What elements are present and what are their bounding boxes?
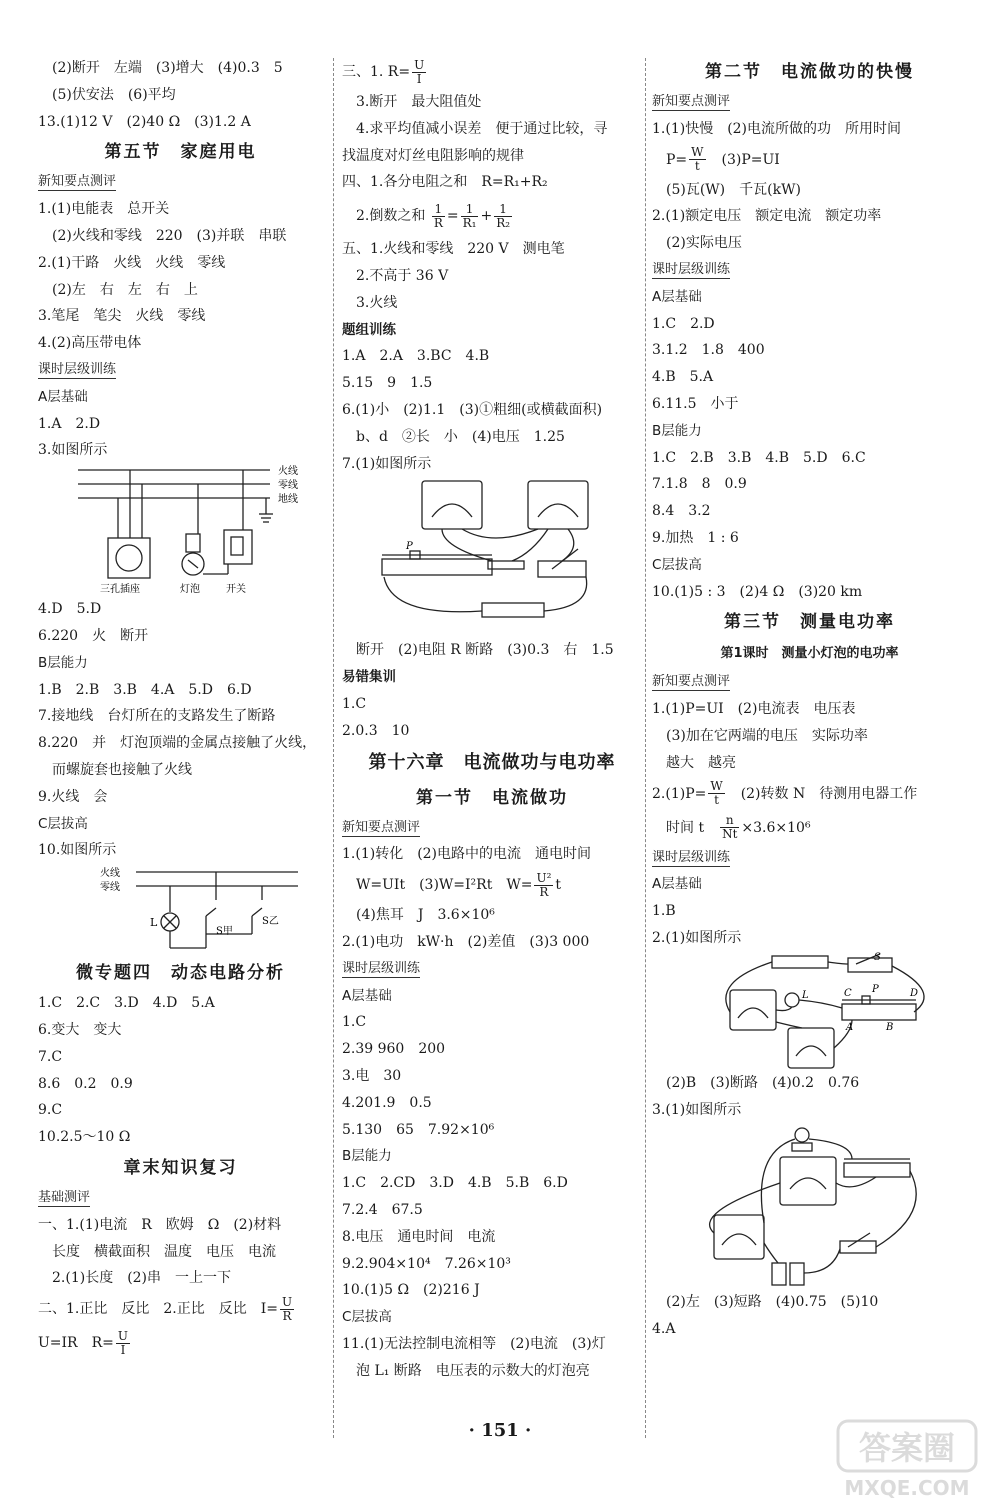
answer-line: 1.C [342, 695, 367, 712]
answer-line: 9.火线 会 [38, 788, 108, 805]
answer-line: 长度 横截面积 温度 电压 电流 [52, 1243, 276, 1260]
section-tag: 新知要点测评 [342, 819, 421, 835]
label-b: B [886, 1021, 894, 1033]
answer-line: 泡 L₁ 断路 电压表的示数大的灯泡亮 [356, 1362, 590, 1379]
answer-line: 4.D 5.D [38, 601, 102, 618]
level-heading: B层能力 [38, 654, 88, 671]
answer-line: 3.1.2 1.8 400 [652, 342, 765, 359]
level-heading: A层基础 [38, 388, 88, 405]
answer-line: 8.电压 通电时间 电流 [342, 1228, 496, 1245]
answer-line: 6.变大 变大 [38, 1021, 122, 1038]
answer-line: 2.39 960 200 [342, 1041, 446, 1058]
section-tag: 基础测评 [38, 1189, 91, 1205]
answer-line: 7.(1)如图所示 [342, 455, 432, 472]
answer-line: 9.C [38, 1102, 63, 1119]
answer-line: 二、1.正比 反比 2.正比 反比 I= $\frac{U}{R}$ [38, 1294, 293, 1323]
answer-line: 五、1.火线和零线 220 V 测电笔 [342, 241, 565, 258]
answer-line: 6.11.5 小于 [652, 395, 739, 412]
label-bulb: 灯泡 [180, 584, 200, 596]
answer-line: 3.笔尾 笔尖 火线 零线 [38, 308, 206, 325]
answer-line: 1.C 2.D [652, 315, 715, 332]
column-2 [342, 55, 642, 1384]
circuit-photo-1 [342, 477, 642, 637]
answer-line: 3.(1)如图所示 [652, 1101, 742, 1118]
answer-line: 2.倒数之和 $\frac{1}{R}$ = $\frac{1}{\text{R₁}}$ + $\frac{1}{\text{R₂}}$ [356, 201, 511, 230]
label-ground: 地线 [278, 494, 298, 506]
answer-line: 3.电 30 [342, 1067, 402, 1084]
level-heading: C层拔高 [342, 1309, 392, 1326]
column-1 [38, 55, 323, 1360]
answer-line: 4.A [652, 1321, 676, 1338]
answer-line: 5.15 9 1.5 [342, 375, 433, 392]
answer-line: 13.(1)12 V (2)40 Ω (3)1.2 A [38, 113, 251, 130]
answer-line: 5.130 65 7.92×10⁶ [342, 1121, 495, 1138]
answer-line: 10.(1)5 : 3 (2)4 Ω (3)20 km [652, 583, 863, 600]
answer-line: (5)瓦(W) 千瓦(kW) [666, 181, 801, 198]
answer-line: 11.(1)无法控制电流相等 (2)电流 (3)灯 [342, 1335, 606, 1352]
answer-line: 1.(1)P=UI (2)电流表 电压表 [652, 701, 856, 718]
answer-line: 1.(1)快慢 (2)电流所做的功 所用时间 [652, 120, 902, 137]
level-heading: B层能力 [652, 422, 702, 439]
answer-line: 10.如图所示 [38, 842, 117, 859]
label-switch: 开关 [226, 584, 246, 596]
section-tag: 课时层级训练 [652, 261, 731, 277]
answer-line: 10.2.5～10 Ω [38, 1129, 131, 1146]
answer-line: (2)火线和零线 220 (3)并联 串联 [52, 227, 287, 244]
label-neutral: 零线 [100, 882, 120, 894]
watermark-top: 答案圈 [858, 1429, 956, 1467]
section-tag: 课时层级训练 [38, 361, 117, 377]
answer-line: (2)B (3)断路 (4)0.2 0.76 [666, 1074, 860, 1091]
level-heading: C层拔高 [652, 556, 702, 573]
answer-line: 9.2.904×10⁴ 7.26×10³ [342, 1255, 511, 1272]
page-number: · 151 · [468, 1420, 532, 1441]
label-slider: P [406, 541, 413, 553]
answer-line: 三、1. R= $\frac{U}{I}$ [342, 57, 425, 86]
label-switch-b: S乙 [262, 916, 279, 928]
answer-line: 3.如图所示 [38, 442, 108, 459]
lesson-title: 第1课时 测量小灯泡的电功率 [720, 646, 899, 662]
answer-line: 8.4 3.2 [652, 503, 711, 520]
answer-line: P= $\frac{W}{t}$ (3)P=UI [666, 145, 780, 174]
section-title: 微专题四 动态电路分析 [76, 963, 285, 984]
answer-line: 8.220 并 灯泡顶端的金属点接触了火线， [38, 735, 317, 752]
answer-line: 1.C 2.B 3.B 4.B 5.D 6.C [652, 449, 866, 466]
answer-line: (2)左 (3)短路 (4)0.75 (5)10 [666, 1294, 879, 1311]
answer-line: (2)实际电压 [666, 235, 742, 252]
drill-heading: 题组训练 [342, 321, 396, 338]
circuit-photo-3 [652, 1123, 967, 1289]
answer-line: 1.A 2.A 3.BC 4.B [342, 348, 490, 365]
answer-line: U=IR R= $\frac{U}{I}$ [38, 1328, 128, 1357]
answer-line: (4)焦耳 J 3.6×10⁶ [356, 907, 495, 924]
section-tag: 新知要点测评 [652, 674, 731, 690]
label-lamp: L [802, 989, 809, 1001]
answer-line: 1.B 2.B 3.B 4.A 5.D 6.D [38, 681, 252, 698]
level-heading: A层基础 [652, 288, 702, 305]
chapter-title: 第十六章 电流做功与电功率 [368, 751, 616, 773]
answer-line: 4.B 5.A [652, 369, 714, 386]
answer-line: 一、1.(1)电流 R 欧姆 Ω (2)材料 [38, 1216, 282, 1233]
answer-line: 1.C 2.CD 3.D 4.B 5.B 6.D [342, 1175, 568, 1192]
answer-line: 2.(1)电功 kW·h (2)差值 (3)3 000 [342, 933, 590, 950]
answer-line: 2.(1)额定电压 额定电流 额定功率 [652, 208, 882, 225]
answer-line: 1.B [652, 903, 676, 920]
answer-line: 找温度对灯丝电阻影响的规律 [342, 147, 524, 164]
answer-line: (3)加在它两端的电压 实际功率 [666, 727, 868, 744]
watermark-bottom: MXQE.COM [844, 1476, 970, 1500]
answer-line: 7.C [38, 1048, 63, 1065]
wiring-diagram-1 [38, 464, 323, 596]
answer-line: 3.断开 最大阻值处 [356, 94, 482, 110]
answer-line: 2.不高于 36 V [356, 267, 449, 284]
answer-line: (2)断开 左端 (3)增大 (4)0.3 5 [52, 60, 283, 76]
answer-line: 四、1.各分电阻之和 R=R₁+R₂ [342, 174, 548, 191]
section-tag: 新知要点测评 [652, 94, 731, 109]
label-live: 火线 [278, 466, 298, 478]
label-p: P [872, 983, 879, 995]
section-title: 章末知识复习 [123, 1157, 238, 1178]
answer-line: 2.(1)长度 (2)串 一上一下 [52, 1270, 232, 1287]
section-tag: 课时层级训练 [342, 960, 421, 976]
answer-line: 7.2.4 67.5 [342, 1201, 423, 1218]
answer-line: 2.(1)干路 火线 火线 零线 [38, 254, 226, 271]
answer-line: 越大 越亮 [666, 754, 736, 771]
label-live: 火线 [100, 868, 120, 880]
answer-line: b、d ②长 小 (4)电压 1.25 [356, 428, 565, 445]
answer-line: 1.C 2.C 3.D 4.D 5.A [38, 995, 215, 1012]
answer-line: 7.接地线 台灯所在的支路发生了断路 [38, 708, 276, 725]
section-title: 第五节 家庭用电 [104, 142, 257, 163]
level-heading: A层基础 [342, 987, 392, 1004]
level-heading: B层能力 [342, 1148, 392, 1165]
answer-line: 10.(1)5 Ω (2)216 J [342, 1282, 480, 1299]
answer-line: (5)伏安法 (6)平均 [52, 86, 176, 103]
answer-line: 4.求平均值减小误差 便于通过比较，寻 [356, 120, 608, 137]
wiring-diagram-2 [38, 864, 323, 956]
answer-line: 而螺旋套也接触了火线 [52, 761, 192, 778]
drill-heading: 易错集训 [342, 669, 396, 686]
watermark-logo [832, 1417, 982, 1501]
answer-line: 4.(2)高压带电体 [38, 335, 142, 352]
answer-line: 6.(1)小 (2)1.1 (3)①粗细(或横截面积) [342, 401, 603, 418]
answer-line: (2)左 右 左 右 上 [52, 281, 198, 298]
answer-line: 2.(1)P= $\frac{W}{t}$ (2)转数 N 待测用电器工作 [652, 779, 918, 808]
answer-line: 1.A 2.D [38, 415, 101, 432]
section-title: 第一节 电流做功 [416, 787, 568, 808]
section-tag: 课时层级训练 [652, 849, 731, 865]
label-neutral: 零线 [278, 480, 298, 492]
answer-line: 6.220 火 断开 [38, 627, 149, 644]
section-title: 第二节 电流做功的快慢 [705, 62, 914, 82]
level-heading: A层基础 [652, 876, 702, 893]
section-tag: 新知要点测评 [38, 174, 117, 190]
label-switch-a: S甲 [216, 926, 233, 938]
label-c: C [844, 987, 852, 999]
circuit-photo-2 [652, 952, 967, 1070]
column-3 [652, 55, 967, 1343]
answer-line: 3.火线 [356, 294, 398, 311]
label-a: A [846, 1021, 854, 1033]
label-switch: S [874, 951, 881, 963]
answer-line: 9.加热 1 : 6 [652, 529, 739, 546]
answer-line: 1.(1)转化 (2)电路中的电流 通电时间 [342, 846, 592, 863]
answer-line: 2.0.3 10 [342, 722, 410, 739]
answer-line: 时间 t $\frac{n}{Nt}$ ×3.6×10⁶ [666, 813, 811, 842]
answer-line: W=UIt (3)W=I²Rt W= $\frac{\text{U²}}{R}$ t [356, 870, 562, 899]
label-lamp: L [150, 916, 158, 930]
label-d: D [910, 987, 919, 999]
answer-line: 1.(1)电能表 总开关 [38, 201, 170, 218]
level-heading: C层拔高 [38, 815, 88, 832]
label-socket: 三孔插座 [100, 584, 140, 596]
answer-line: 7.1.8 8 0.9 [652, 476, 747, 493]
answer-line: 1.C [342, 1014, 367, 1031]
answer-line: 断开 (2)电阻 R 断路 (3)0.3 右 1.5 [356, 642, 614, 659]
answer-line: 2.(1)如图所示 [652, 929, 742, 946]
answer-line: 4.201.9 0.5 [342, 1094, 432, 1111]
section-title: 第三节 测量电功率 [724, 612, 895, 633]
answer-line: 8.6 0.2 0.9 [38, 1075, 133, 1092]
